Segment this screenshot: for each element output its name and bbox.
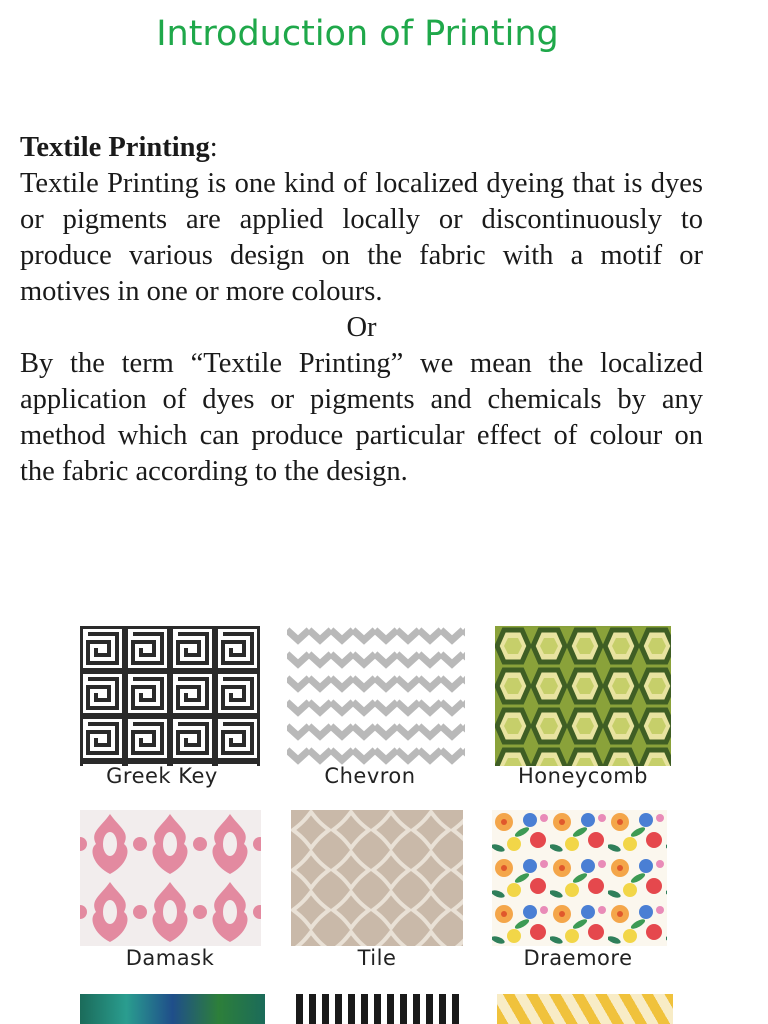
heading-colon: : bbox=[209, 132, 218, 163]
tile-pattern bbox=[291, 810, 463, 946]
ikat-pattern bbox=[497, 994, 673, 1024]
chevron-pattern bbox=[287, 626, 465, 766]
page-title: Introduction of Printing bbox=[156, 14, 559, 54]
paragraph-1: Textile Printing is one kind of localized dyeing that is dyes or pigments are applied locally or discontinuously to produce various design on the fabric with a motif or motives in one or more colours. bbox=[20, 168, 703, 307]
stripe-pattern bbox=[296, 994, 464, 1024]
damask-pattern bbox=[80, 810, 261, 946]
peacock-feather-pattern bbox=[80, 994, 265, 1024]
pattern-label-chevron: Chevron bbox=[324, 764, 416, 788]
section-heading: Textile Printing bbox=[20, 132, 210, 163]
pattern-label-greek-key: Greek Key bbox=[106, 764, 218, 788]
pattern-label-tile: Tile bbox=[357, 946, 397, 970]
greek-key-pattern bbox=[80, 626, 260, 766]
pattern-label-honeycomb: Honeycomb bbox=[518, 764, 648, 788]
floral-pattern bbox=[492, 810, 667, 946]
pattern-label-draemore: Draemore bbox=[523, 946, 633, 970]
section-heading-line bbox=[20, 130, 703, 166]
pattern-label-damask: Damask bbox=[125, 946, 215, 970]
honeycomb-pattern bbox=[495, 626, 671, 766]
paragraph-2: By the term “Textile Printing” we mean the localized application of dyes or pigments and chemicals by any method which can produce particular effect of colour on the fabric according to the design. bbox=[20, 348, 703, 487]
pattern-gallery bbox=[0, 610, 768, 1024]
or-separator: Or bbox=[346, 312, 377, 343]
body-text bbox=[20, 130, 703, 490]
